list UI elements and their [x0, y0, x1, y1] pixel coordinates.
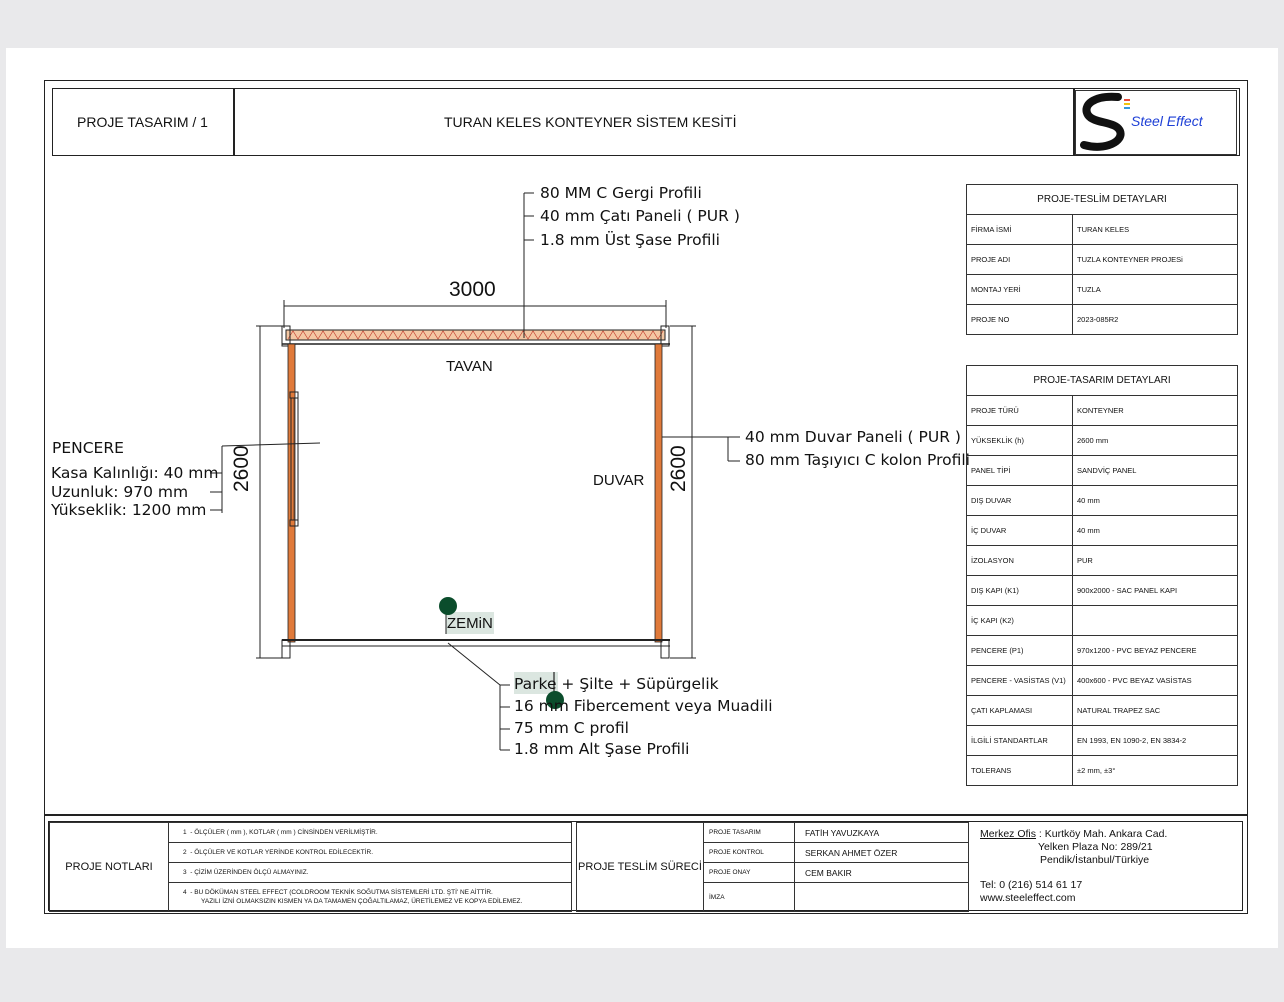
table-cell-value: NATURAL TRAPEZ SAC — [1073, 696, 1238, 726]
table-cell-value: 2600 mm — [1073, 426, 1238, 456]
note-text: ÇİZİM ÜZERİNDEN ÖLÇÜ ALMAYINIZ. — [194, 869, 309, 876]
table-cell-label: YÜKSEKLİK (h) — [967, 426, 1073, 456]
delivery-process-table — [576, 822, 969, 912]
project-design-label: PROJE TASARIM / 1 — [77, 114, 208, 130]
drawing-sheet — [6, 48, 1278, 948]
office-line-2: Yelken Plaza No: 289/21 — [1038, 841, 1153, 853]
floor-label: ZEMiN — [447, 615, 493, 632]
note-number: 3 — [183, 869, 187, 876]
wall-label: DUVAR — [593, 472, 645, 489]
project-notes-title: PROJE NOTLARI — [50, 823, 169, 912]
table-cell-value: 40 mm — [1073, 516, 1238, 546]
table-cell-value — [1073, 606, 1238, 636]
process-value: CEM BAKIR — [795, 863, 969, 883]
floor-callout-2: 16 mm Fibercement veya Muadili — [514, 697, 773, 715]
note-text-continued: YAZILI İZNİ OLMAKSIZIN KISMEN YA DA TAMAMEN ÇOĞALTILAMAZ, ÜRETİLEMEZ VE KOPYA EDİLEMEZ. — [201, 898, 523, 905]
floor-callout-4: 1.8 mm Alt Şase Profili — [514, 740, 690, 758]
office-line-1: : Kurtköy Mah. Ankara Cad. — [1036, 828, 1168, 840]
height-dimension-left: 2600 — [230, 445, 253, 492]
floor-callout-3: 75 mm C profil — [514, 719, 629, 737]
table-cell-value: 900x2000 - SAC PANEL KAPI — [1073, 576, 1238, 606]
delivery-details-table — [966, 184, 1238, 335]
office-line-3: Pendik/İstanbul/Türkiye — [1040, 854, 1150, 866]
note-text: ÖLÇÜLER ( mm ), KOTLAR ( mm ) CİNSİNDEN VERİLMİŞTİR. — [194, 829, 378, 836]
table-cell-label: PROJE ADI — [967, 245, 1073, 275]
process-label: İMZA — [704, 883, 795, 912]
table-cell-label: İLGİLİ STANDARTLAR — [967, 726, 1073, 756]
table-cell-label: DIŞ DUVAR — [967, 486, 1073, 516]
delivery-process-title: PROJE TESLİM SÜRECİ — [577, 823, 704, 912]
table-cell-label: FİRMA İSMİ — [967, 215, 1073, 245]
window-callout-2: Uzunluk: 970 mm — [51, 483, 189, 501]
delivery-details-title: PROJE-TESLİM DETAYLARI — [967, 185, 1238, 215]
table-cell-label: İÇ DUVAR — [967, 516, 1073, 546]
process-value: FATİH YAVUZKAYA — [795, 823, 969, 843]
signature-field — [795, 883, 969, 912]
floor-callout-1: Parke + Şilte + Süpürgelik — [514, 675, 719, 693]
table-cell-value: KONTEYNER — [1073, 396, 1238, 426]
office-label: Merkez Ofis — [980, 828, 1037, 840]
process-label: PROJE TASARIM — [704, 823, 795, 843]
page-title: TURAN KELES KONTEYNER SİSTEM KESİTİ — [444, 114, 737, 130]
table-cell-value: TURAN KELES — [1073, 215, 1238, 245]
table-cell-label: PENCERE (P1) — [967, 636, 1073, 666]
roof-callout-2: 40 mm Çatı Paneli ( PUR ) — [540, 207, 740, 225]
table-cell-label: PENCERE - VASİSTAS (V1) — [967, 666, 1073, 696]
process-label: PROJE ONAY — [704, 863, 795, 883]
note-text: ÖLÇÜLER VE KOTLAR YERİNDE KONTROL EDİLECEKTİR. — [194, 849, 374, 856]
window-callout-3: Yükseklik: 1200 mm — [51, 501, 207, 519]
design-details-title: PROJE-TASARIM DETAYLARI — [967, 366, 1238, 396]
table-cell-label: PROJE TÜRÜ — [967, 396, 1073, 426]
design-details-table — [966, 365, 1238, 786]
table-cell-value: SANDVİÇ PANEL — [1073, 456, 1238, 486]
table-cell-value: 2023-085R2 — [1073, 305, 1238, 335]
ceiling-label: TAVAN — [446, 358, 493, 375]
table-cell-label: PANEL TİPİ — [967, 456, 1073, 486]
office-address — [980, 828, 1167, 867]
process-value: SERKAN AHMET ÖZER — [795, 843, 969, 863]
table-cell-value: EN 1993, EN 1090-2, EN 3834-2 — [1073, 726, 1238, 756]
width-dimension: 3000 — [449, 278, 496, 301]
table-cell-label: PROJE NO — [967, 305, 1073, 335]
table-cell-label: ÇATI KAPLAMASI — [967, 696, 1073, 726]
note-number: 4 — [183, 889, 187, 896]
table-cell-value: 970x1200 - PVC BEYAZ PENCERE — [1073, 636, 1238, 666]
table-cell-value: 400x600 - PVC BEYAZ VASİSTAS — [1073, 666, 1238, 696]
project-notes-table: PROJE NOTLARI 1 - ÖLÇÜLER ( mm ), KOTLAR ( mm ) CİNSİNDEN VERİLMİŞTİR. 2 - ÖLÇÜLER VE KOTLAR YERİNDE KONTROL EDİLECEKTİR. 3 - ÇİZİM ÜZERİNDEN ÖLÇÜ ALMAYINIZ. 4 - BU DÖKÜMAN STEEL EFFECT (COLDROOM TEKNİK SOĞUTMA SİSTEMLERİ LTD. ŞTİ' NE AİTTİR. YAZILI İZNİ OLMAKSIZIN KISMEN YA DA TAMAMEN ÇOĞALTILAMAZ, ÜRETİLEMEZ VE KOPYA EDİLEMEZ. — [49, 822, 572, 912]
wall-callout-1: 40 mm Duvar Paneli ( PUR ) — [745, 428, 961, 446]
note-text: BU DÖKÜMAN STEEL EFFECT (COLDROOM TEKNİK SOĞUTMA SİSTEMLERİ LTD. ŞTİ' NE AİTTİR. — [194, 889, 493, 896]
table-cell-label: DIŞ KAPI (K1) — [967, 576, 1073, 606]
table-cell-value: TUZLA KONTEYNER PROJESi — [1073, 245, 1238, 275]
table-cell-label: İÇ KAPI (K2) — [967, 606, 1073, 636]
roof-callout-1: 80 MM C Gergi Profili — [540, 184, 702, 202]
table-cell-label: TOLERANS — [967, 756, 1073, 786]
height-dimension-right: 2600 — [667, 445, 690, 492]
table-cell-value: 40 mm — [1073, 486, 1238, 516]
note-number: 1 — [183, 829, 187, 836]
note-number: 2 — [183, 849, 187, 856]
window-callout-1: Kasa Kalınlığı: 40 mm — [51, 464, 219, 482]
process-label: PROJE KONTROL — [704, 843, 795, 863]
office-phone: Tel: 0 (216) 514 61 17 — [980, 879, 1083, 891]
table-cell-label: MONTAJ YERİ — [967, 275, 1073, 305]
table-cell-value: PUR — [1073, 546, 1238, 576]
office-website-link[interactable]: www.steeleffect.com — [980, 892, 1076, 904]
logo-text: Steel Effect — [1131, 113, 1203, 129]
table-cell-value: TUZLA — [1073, 275, 1238, 305]
table-cell-label: İZOLASYON — [967, 546, 1073, 576]
window-title: PENCERE — [52, 439, 124, 457]
roof-callout-3: 1.8 mm Üst Şase Profili — [540, 231, 720, 249]
wall-callout-2: 80 mm Taşıyıcı C kolon Profili — [745, 451, 970, 469]
table-cell-value: ±2 mm, ±3° — [1073, 756, 1238, 786]
bottom-divider — [44, 814, 1248, 816]
selection-handle-start[interactable] — [439, 597, 457, 615]
